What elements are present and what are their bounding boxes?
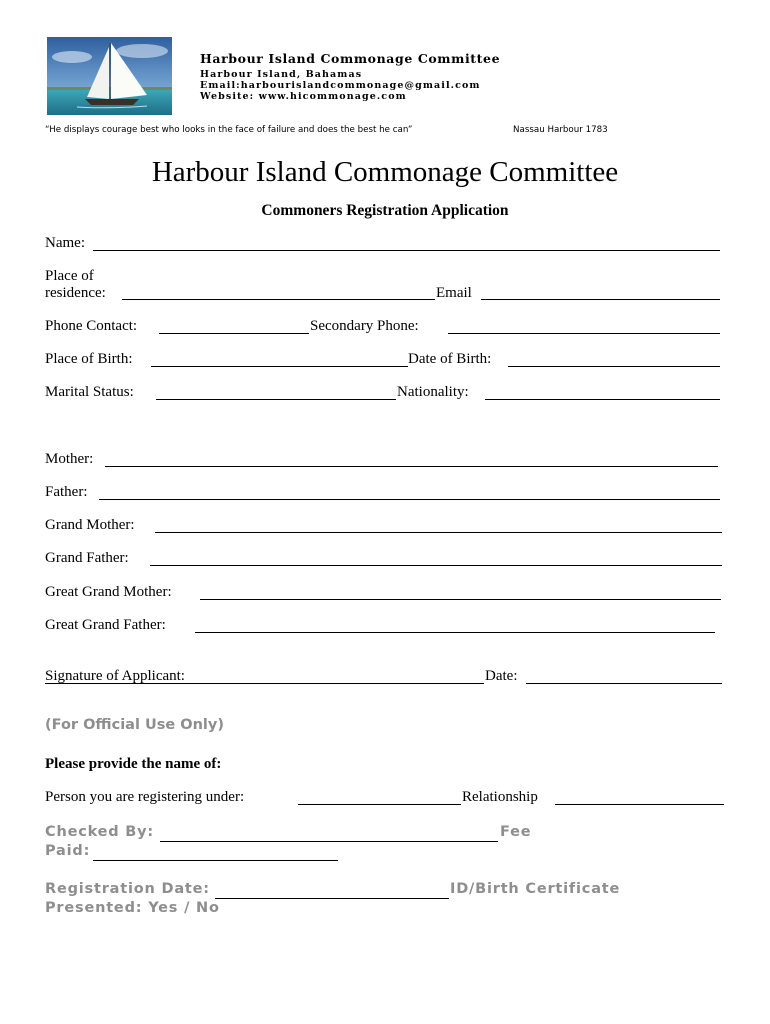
- checked-by-field[interactable]: [160, 822, 498, 842]
- date-of-birth-label: Date of Birth:: [408, 351, 492, 367]
- great-grand-father-label: Great Grand Father:: [45, 617, 166, 633]
- org-name: Harbour Island Commonage Committee: [200, 51, 501, 66]
- secondary-phone-label: Secondary Phone:: [310, 318, 419, 334]
- great-grand-mother-label: Great Grand Mother:: [45, 584, 172, 600]
- quote-source: Nassau Harbour 1783: [513, 125, 608, 135]
- email-label: Email: [436, 285, 472, 301]
- date-label: Date:: [485, 668, 518, 684]
- marital-status-label: Marital Status:: [45, 384, 134, 400]
- place-of-birth-label: Place of Birth:: [45, 351, 133, 367]
- nationality-label: Nationality:: [397, 384, 469, 400]
- father-label: Father:: [45, 484, 88, 500]
- org-email: Email:harbourislandcommonage@gmail.com: [200, 80, 481, 91]
- signature-label: Signature of Applicant:: [45, 668, 185, 684]
- place-of-label: Place of: [45, 268, 94, 284]
- person-registering-field[interactable]: [298, 783, 461, 805]
- email-field[interactable]: [481, 278, 720, 300]
- paid-field[interactable]: [93, 841, 338, 861]
- father-field[interactable]: [99, 478, 720, 500]
- residence-label: residence:: [45, 285, 106, 301]
- registration-date-field[interactable]: [215, 879, 449, 899]
- residence-field[interactable]: [122, 278, 435, 300]
- org-location: Harbour Island, Bahamas: [200, 69, 363, 80]
- motto-quote: “He displays courage best who looks in the face of failure and does the best he can”: [45, 125, 413, 135]
- registration-date-label: Registration Date:: [45, 881, 210, 897]
- fee-label: Fee: [500, 824, 532, 840]
- nationality-field[interactable]: [485, 378, 720, 400]
- grand-father-label: Grand Father:: [45, 550, 129, 566]
- date-of-birth-field[interactable]: [508, 345, 720, 367]
- grand-mother-label: Grand Mother:: [45, 517, 135, 533]
- mother-label: Mother:: [45, 451, 94, 467]
- signature-field[interactable]: [45, 662, 484, 684]
- date-field[interactable]: [526, 662, 722, 684]
- paid-label: Paid:: [45, 843, 91, 859]
- checked-by-label: Checked By:: [45, 824, 155, 840]
- id-birth-certificate-label: ID/Birth Certificate: [450, 881, 621, 897]
- name-field[interactable]: [93, 229, 720, 251]
- secondary-phone-field[interactable]: [448, 312, 720, 334]
- phone-contact-label: Phone Contact:: [45, 318, 138, 334]
- grand-father-field[interactable]: [150, 544, 722, 566]
- marital-status-field[interactable]: [156, 378, 396, 400]
- official-use-heading: (For Official Use Only): [45, 717, 224, 733]
- mother-field[interactable]: [105, 445, 718, 467]
- name-label: Name:: [45, 235, 85, 251]
- person-registering-label: Person you are registering under:: [45, 789, 245, 805]
- relationship-field[interactable]: [555, 783, 724, 805]
- great-grand-father-field[interactable]: [195, 611, 715, 633]
- presented-yes-no[interactable]: Presented: Yes / No: [45, 900, 220, 916]
- relationship-label: Relationship: [462, 789, 538, 805]
- form-subtitle: Commoners Registration Application: [261, 202, 509, 219]
- please-provide-label: Please provide the name of:: [45, 756, 222, 772]
- org-website: Website: www.hicommonage.com: [200, 91, 407, 102]
- phone-contact-field[interactable]: [159, 312, 309, 334]
- great-grand-mother-field[interactable]: [200, 578, 721, 600]
- grand-mother-field[interactable]: [155, 511, 722, 533]
- page-title: Harbour Island Commonage Committee: [151, 156, 619, 188]
- sailboat-logo: [47, 37, 172, 115]
- place-of-birth-field[interactable]: [151, 345, 408, 367]
